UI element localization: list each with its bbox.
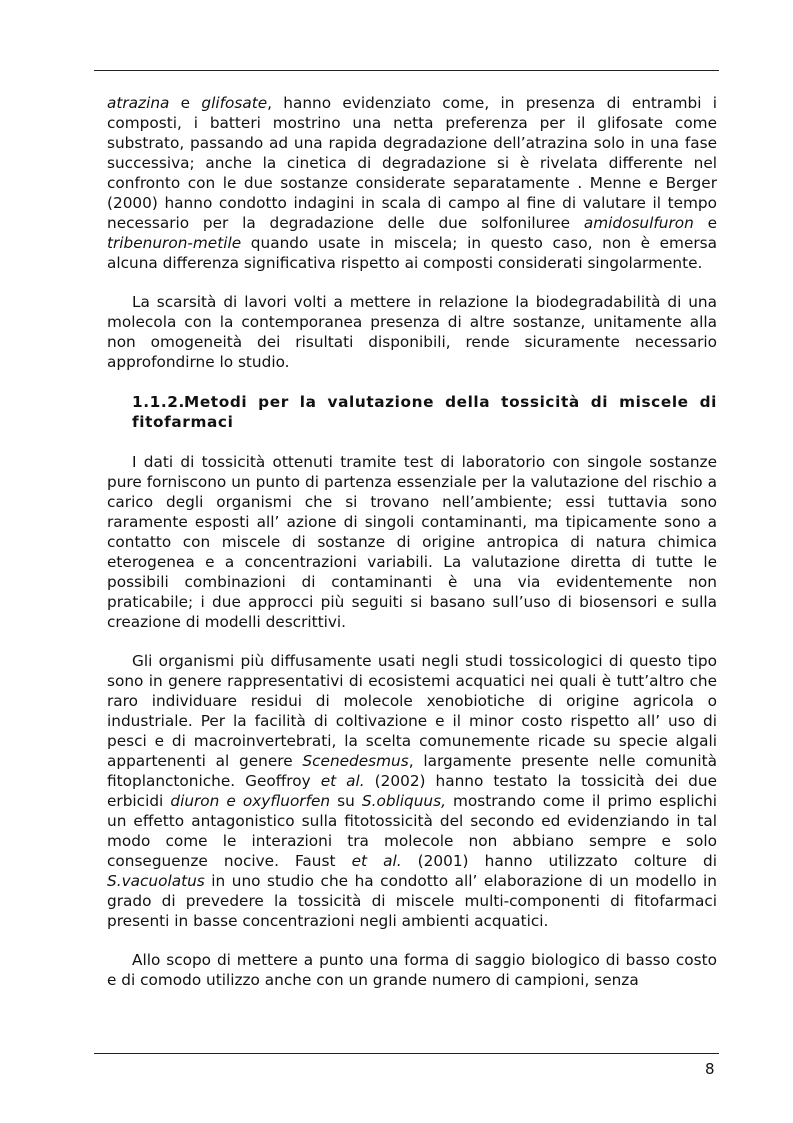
- italic-term: Scenedesmus: [302, 752, 409, 770]
- page-content: [107, 93, 717, 990]
- italic-term: glifosate: [201, 94, 268, 112]
- paragraph-2: La scarsità di lavori volti a mettere in relazione la biodegradabilità di una molecola con la contemporanea presenza di altre sostanze, unitamente alla non omogeneità dei risultati disponibili, rende sicuramente necessario approfondirne lo studio.: [107, 293, 717, 371]
- section-heading: [132, 392, 717, 432]
- italic-term: et al.: [351, 852, 402, 870]
- header-rule: [94, 70, 719, 71]
- italic-term: atrazina: [107, 94, 170, 112]
- paragraph-5: Allo scopo di mettere a punto una forma di saggio biologico di basso costo e di comodo utilizzo anche con un grande numero di campioni, senza: [107, 951, 717, 989]
- paragraph-4: Gli organismi più diffusamente usati negli studi tossicologici di questo tipo sono in genere rappresentativi di ecosistemi acquatici nei quali è tutt’altro che raro individuare residui di molecole xenobiotiche di origine agricola o industriale. Per la facilità di coltivazione e il minor costo rispetto all’ uso di pesci e di macroinvertebrati, la scelta comunemente ricade su specie algali appartenenti al genere Scenedesmus, largamente presente nelle comunità fitoplanctoniche. Geoffroy et al. (2002) hanno testato la tossicità dei due erbicidi diuron e oxyfluorfen su S.obliquus, mostrando come il primo esplichi un effetto antagonistico sulla fitotossicità del secondo ed evidenziando in tal modo come le interazioni tra molecole non abbiano sempre e solo conseguenze nocive. Faust et al. (2001) hanno utilizzato colture di S.vacuolatus in uno studio che ha condotto all’ elaborazione di un modello in grado di prevedere la tossicità di miscele multi-componenti di fitofarmaci presenti in basse concentrazioni negli ambienti acquatici.: [107, 652, 717, 930]
- section-number: 1.1.2.: [132, 393, 185, 411]
- section-title: Metodi per la valutazione della tossicità di miscele di fitofarmaci: [132, 393, 717, 431]
- paragraph-1: atrazina e glifosate, hanno evidenziato come, in presenza di entrambi i composti, i batteri mostrino una netta preferenza per il glifosate come substrato, passando ad una rapida degradazione dell’atrazina solo in una fase successiva; anche la cinetica di degradazione si è rivelata differente nel confronto con le due sostanze considerate separatamente . Menne e Berger (2000) hanno condotto indagini in scala di campo al fine di valutare il tempo necessario per la degradazione delle due solfoniluree amidosulfuron e tribenuron-metile quando usate in miscela; in questo caso, non è emersa alcuna differenza significativa rispetto ai composti considerati singolarmente.: [107, 94, 717, 272]
- italic-term: amidosulfuron: [583, 214, 694, 232]
- italic-term: S.vacuolatus: [107, 872, 205, 890]
- italic-term: tribenuron-metile: [107, 234, 242, 252]
- footer-rule: [94, 1053, 719, 1054]
- italic-term: S.obliquus,: [361, 792, 446, 810]
- page-number: 8: [705, 1060, 715, 1078]
- italic-term: et al.: [320, 772, 365, 790]
- italic-term: diuron e oxyfluorfen: [170, 792, 331, 810]
- paragraph-3: I dati di tossicità ottenuti tramite test di laboratorio con singole sostanze pure forniscono un punto di partenza essenziale per la valutazione del rischio a carico degli organismi che si trovano nell’ambiente; essi tuttavia sono raramente esposti all’ azione di singoli contaminanti, ma tipicamente sono a contatto con miscele di sostanze di origine antropica di natura chimica eterogenea e a concentrazioni variabili. La valutazione diretta di tutte le possibili combinazioni di contaminanti è una via evidentemente non praticabile; i due approcci più seguiti si basano sull’uso di biosensori e sulla creazione di modelli descrittivi.: [107, 453, 717, 631]
